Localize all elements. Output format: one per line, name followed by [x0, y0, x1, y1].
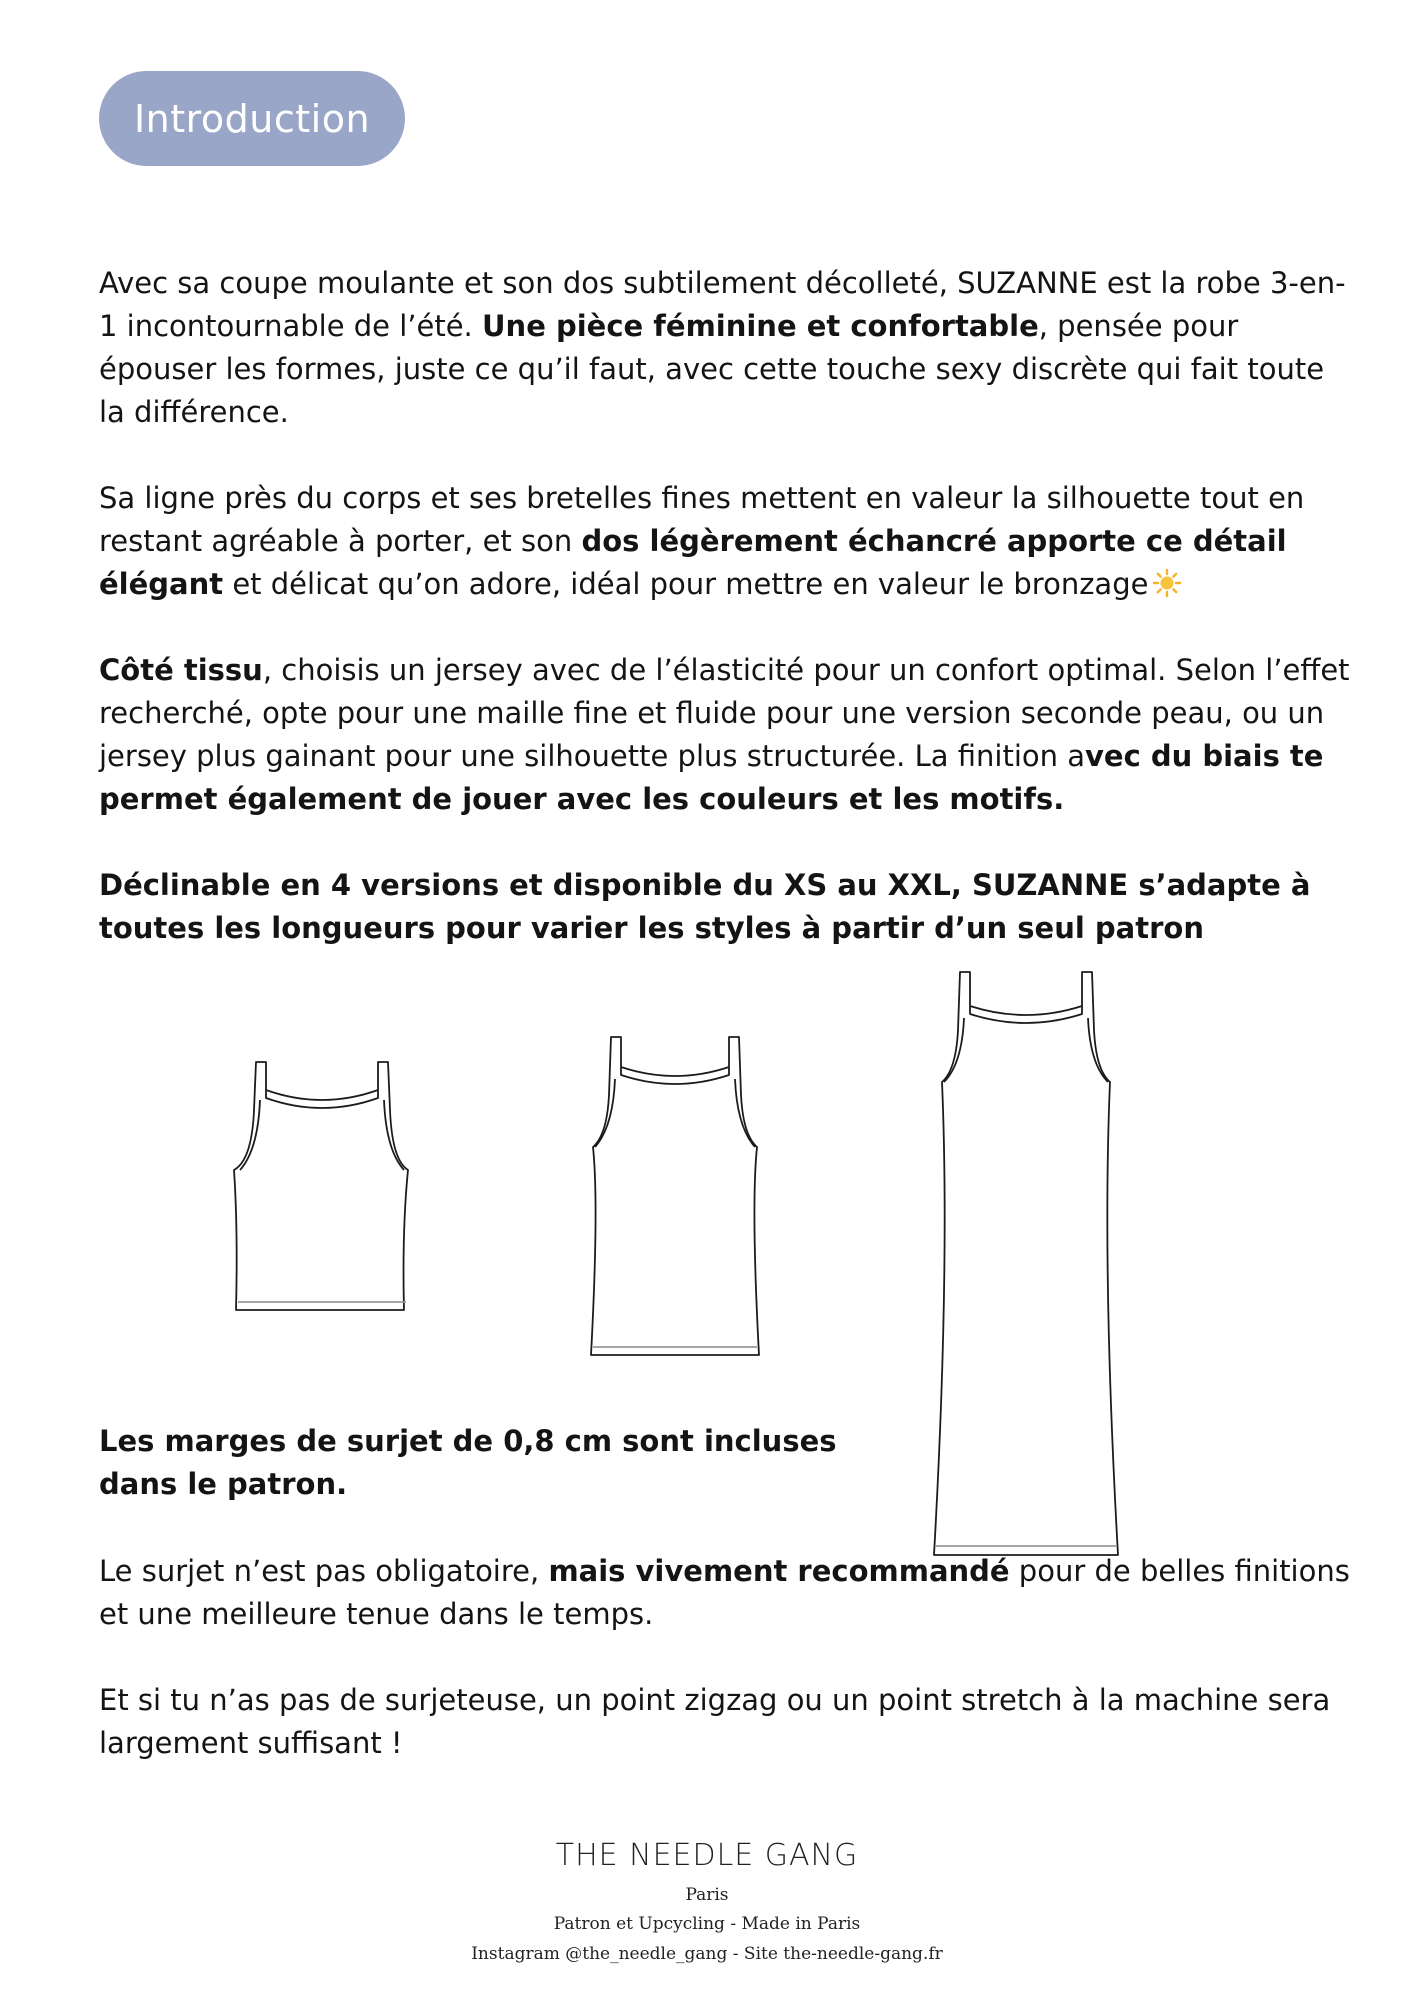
camisole-top-icon: [222, 1060, 422, 1320]
p2-bold-1: dos légèrement échancré apporte ce détail élégant: [99, 524, 1287, 601]
p1-bold-1: Une pièce féminine et confortable: [482, 309, 1039, 343]
brand-name: THE NEEDLE GANG: [555, 1838, 859, 1873]
sun-emoji-icon: [1152, 568, 1182, 598]
p6-bold-1: mais vivement recommandé: [548, 1554, 1010, 1588]
p1-text-2: , pensée pour épouser les formes, juste ce qu’il faut, avec cette touche sexy discrète qui fait toute la différence.: [99, 309, 1325, 429]
zigzag-paragraph: [99, 1679, 1359, 1765]
p3-bold-2: vec du biais te permet également de jouer avec les couleurs et les motifs.: [99, 739, 1324, 816]
serger-paragraph: [99, 1550, 1359, 1636]
p3-bold-1: Côté tissu: [99, 653, 263, 687]
p1-text-1: Avec sa coupe moulante et son dos subtilement décolleté, SUZANNE est la robe 3-en-1 incontournable de l’été.: [99, 266, 1346, 343]
p3-text-1: , choisis un jersey avec de l’élasticité pour un confort optimal. Selon l’effet recherché, opte pour une maille fine et fluide pour une version seconde peau, ou un jersey plus gainant pour une silhouette plus structurée. La finition a: [99, 653, 1350, 773]
section-label: Introduction: [133, 96, 371, 141]
camisole-maxi-dress-icon: [928, 970, 1124, 1560]
p5-bold-1: Les marges de surjet de 0,8 cm sont incluses dans le patron.: [99, 1424, 837, 1501]
brand-contact: Instagram @the_needle_gang - Site the-needle-gang.fr: [471, 1944, 943, 1964]
versions-paragraph: [99, 864, 1359, 950]
p6-text-2: pour de belles finitions et une meilleure tenue dans le temps.: [99, 1554, 1350, 1631]
p6-text-1: Le surjet n’est pas obligatoire,: [99, 1554, 549, 1588]
p7-text-1: Et si tu n’as pas de surjeteuse, un point zigzag ou un point stretch à la machine sera largement suffisant !: [99, 1683, 1331, 1760]
section-label-badge: [99, 71, 405, 166]
fabric-paragraph: [99, 649, 1359, 821]
intro-paragraph-1: [99, 262, 1359, 434]
p4-bold-1: Déclinable en 4 versions et disponible du XS au XXL, SUZANNE s’adapte à toutes les longueurs pour varier les styles à partir d’un seul patron: [99, 868, 1311, 945]
intro-paragraph-2: [99, 477, 1359, 606]
camisole-tunic-icon: [585, 1035, 765, 1360]
p2-text-2: et délicat qu’on adore, idéal pour mettre en valeur le bronzage: [223, 567, 1149, 601]
p2-text-1: Sa ligne près du corps et ses bretelles fines mettent en valeur la silhouette tout en restant agréable à porter, et son: [99, 481, 1305, 558]
seam-allowance-paragraph: [99, 1420, 879, 1506]
brand-tagline: Patron et Upcycling - Made in Paris: [553, 1914, 861, 1934]
brand-city: Paris: [685, 1885, 729, 1905]
